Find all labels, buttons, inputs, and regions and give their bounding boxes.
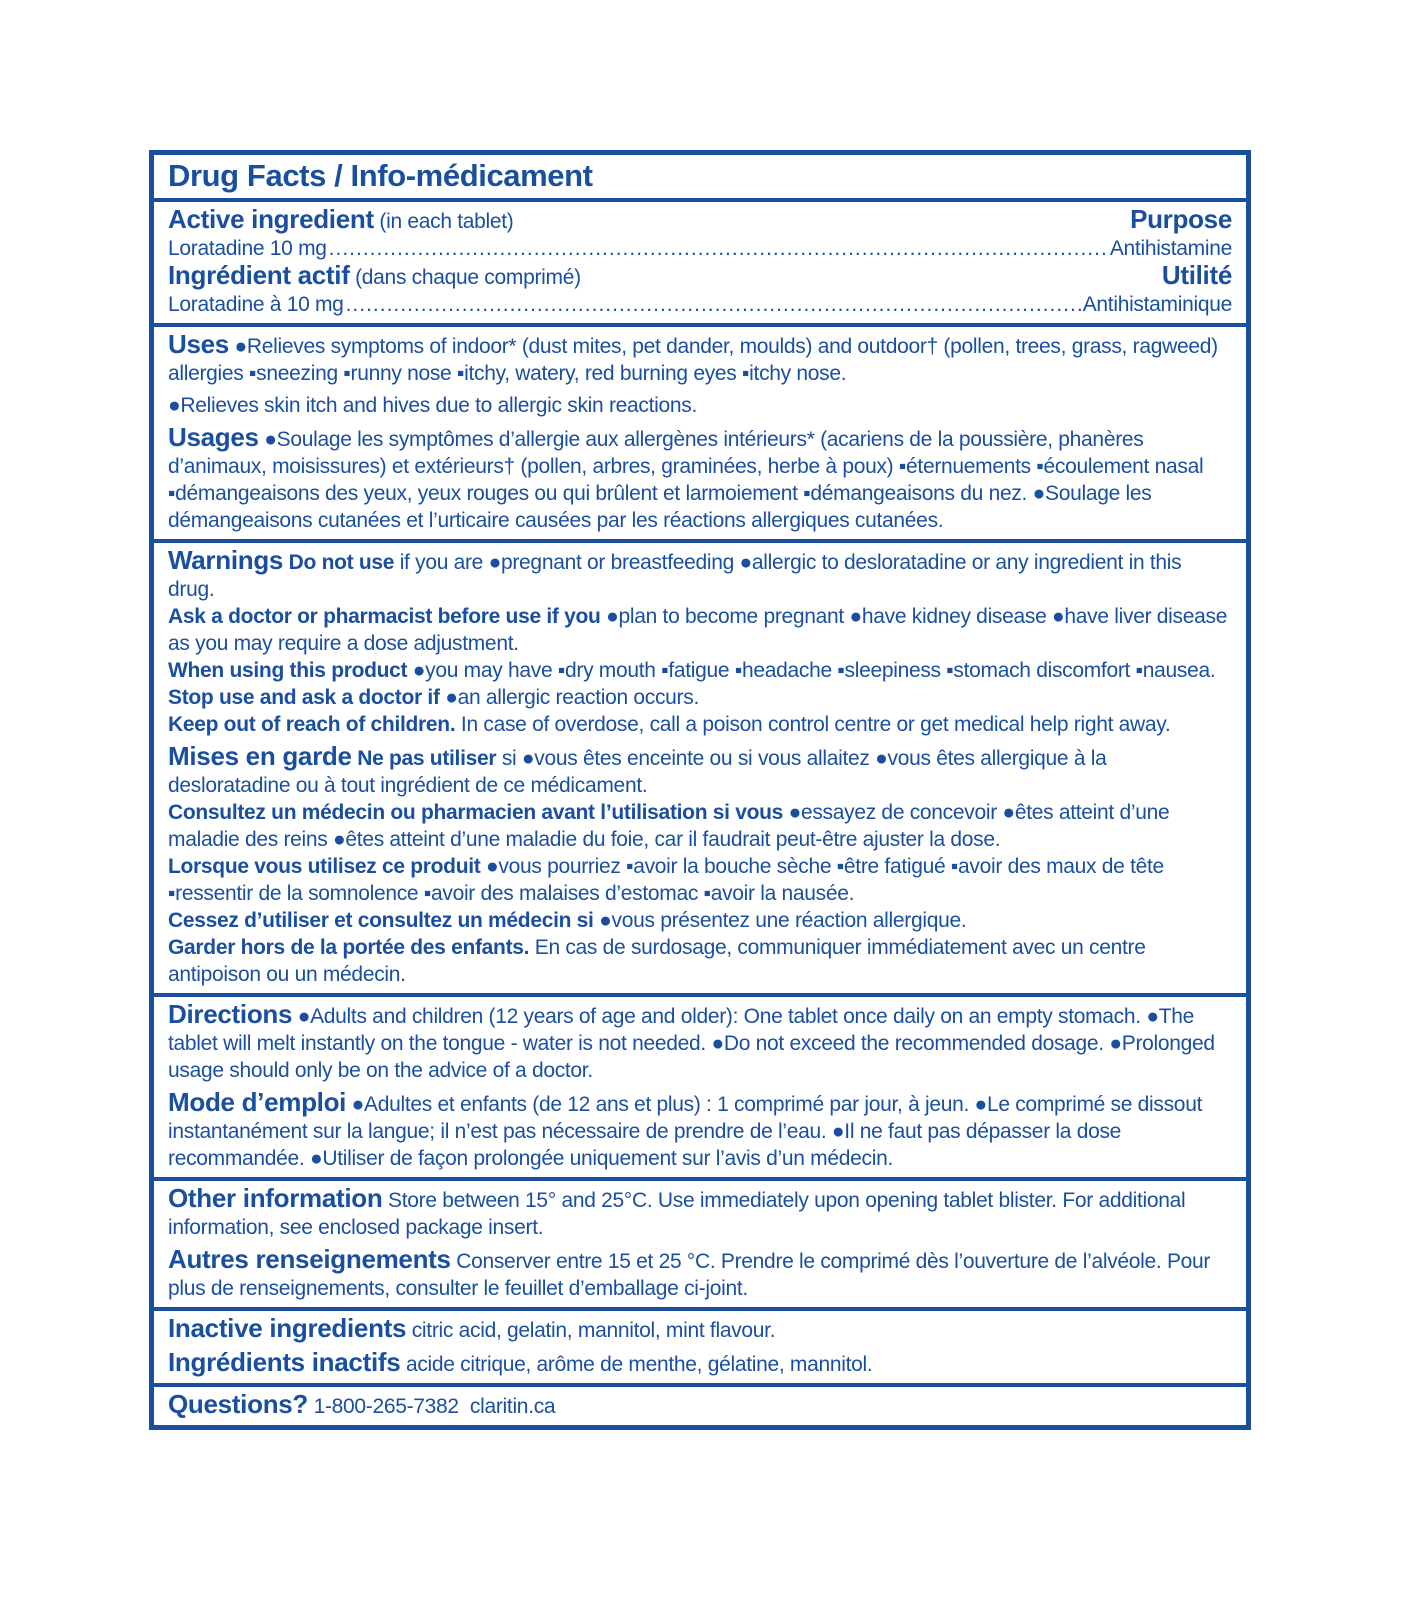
- active-ingredient-heading: Active ingredient: [168, 204, 374, 234]
- inactive-heading: Inactive ingredients: [168, 1313, 407, 1343]
- questions-heading: Questions?: [168, 1389, 309, 1419]
- other-information-section: [154, 1177, 1246, 1307]
- when-using-label-fr: Lorsque vous utilisez ce produit: [168, 855, 481, 878]
- inactive-text-fr: acide citrique, arôme de menthe, gélatine, mannitol.: [405, 1353, 873, 1376]
- other-fr: [168, 1246, 1232, 1302]
- ingredient-purpose-fr: Antihistaminique: [1082, 293, 1232, 316]
- warnings-fr-keep: [168, 934, 1232, 988]
- uses-text: ●Relieves symptoms of indoor* (dust mites, pet dander, moulds) and outdoor† (pollen, trees, grass, ragweed) allergies ▪sneezing ▪runny nose ▪itchy, watery, red burning eyes ▪itchy nose.: [168, 335, 1218, 385]
- active-ingredient-sub: (in each tablet): [379, 210, 514, 233]
- warnings-fr-ask: [168, 799, 1232, 853]
- keep-out-text: In case of overdose, call a poison control centre or get medical help right away.: [460, 713, 1171, 736]
- warnings-section: [154, 539, 1246, 993]
- keep-out-text-fr: En cas de surdosage, communiquer immédiatement avec un centre antipoison ou un médecin.: [168, 936, 1146, 986]
- other-en: [168, 1185, 1232, 1241]
- inactive-heading-fr: Ingrédients inactifs: [168, 1347, 401, 1377]
- stop-use-label: Stop use and ask a doctor if: [168, 686, 440, 709]
- drug-facts-panel: [149, 150, 1251, 1430]
- do-not-use-label-fr: Ne pas utiliser: [357, 747, 497, 770]
- do-not-use-label: Do not use: [288, 551, 395, 574]
- other-info-heading-fr: Autres renseignements: [168, 1244, 451, 1274]
- inactive-en: [168, 1315, 1232, 1344]
- warnings-stop: [168, 684, 1232, 711]
- uses-heading-fr: Usages: [168, 422, 259, 452]
- warnings-fr-dnu: [168, 743, 1232, 799]
- do-not-use-text-fr: si ●vous êtes enceinte ou si vous allaitez ●vous êtes allergique à la desloratadine ou à tout ingrédient de ce médicament.: [168, 747, 1107, 797]
- uses-fr: [168, 424, 1232, 534]
- directions-heading: Directions: [168, 999, 293, 1029]
- directions-section: [154, 993, 1246, 1177]
- questions-section: [154, 1383, 1246, 1425]
- active-ingredient-line-en: [168, 235, 1232, 262]
- inactive-text: citric acid, gelatin, mannitol, mint flavour.: [411, 1319, 776, 1342]
- when-using-text-fr: ●vous pourriez ▪avoir la bouche sèche ▪être fatigué ▪avoir des maux de tête ▪ressentir de la somnolence ▪avoir des malaises d’estomac ▪avoir la nausée.: [168, 855, 1164, 905]
- purpose-heading: Purpose: [1130, 204, 1232, 234]
- warnings-ask: [168, 603, 1232, 657]
- active-ingredient-header-en: [168, 206, 1232, 235]
- active-ingredient-section: [154, 198, 1246, 323]
- other-info-heading: Other information: [168, 1183, 383, 1213]
- keep-out-label: Keep out of reach of children.: [168, 713, 456, 736]
- warnings-fr-stop: [168, 907, 1232, 934]
- uses-text-fr: ●Soulage les symptômes d’allergie aux allergènes intérieurs* (acariens de la poussière, phanères d’animaux, moisissures) et extérieurs† (pollen, arbres, graminées, herbe à poux) ▪éternuements ▪écoulement nasal ▪démangeaisons des yeux, yeux rouges ou qui brûlent et larmoiement ▪démangeaisons du nez. ●Soulage les démangeaisons cutanées et l’urticaire causées par les réactions allergiques cutanées.: [168, 428, 1204, 532]
- directions-fr: [168, 1089, 1232, 1172]
- other-info-text-fr: Conserver entre 15 et 25 °C. Prendre le comprimé dès l’ouverture de l’alvéole. Pour plus de renseignements, consulter le feuillet d’emballage ci-joint.: [168, 1250, 1211, 1300]
- stop-use-text: ●an allergic reaction occurs.: [445, 686, 699, 709]
- page-title: Drug Facts / Info-médicament: [168, 158, 593, 193]
- purpose-heading-fr: Utilité: [1161, 260, 1232, 290]
- stop-use-label-fr: Cessez d’utiliser et consultez un médecin si: [168, 909, 594, 932]
- warnings-dnu: [168, 547, 1232, 603]
- when-using-text: ●you may have ▪dry mouth ▪fatigue ▪headache ▪sleepiness ▪stomach discomfort ▪nausea.: [412, 659, 1216, 682]
- uses-en: [168, 331, 1232, 387]
- dot-leader: [329, 235, 1108, 262]
- keep-out-label-fr: Garder hors de la portée des enfants.: [168, 936, 530, 959]
- website-link[interactable]: claritin.ca: [469, 1395, 556, 1418]
- questions-line: [168, 1391, 1232, 1420]
- inactive-ingredients-section: [154, 1307, 1246, 1383]
- other-info-text: Store between 15° and 25°C. Use immediately upon opening tablet blister. For additional information, see enclosed package insert.: [168, 1189, 1186, 1239]
- ask-doctor-label: Ask a doctor or pharmacist before use if you: [168, 605, 601, 628]
- stop-use-text-fr: ●vous présentez une réaction allergique.: [599, 909, 967, 932]
- do-not-use-text: if you are ●pregnant or breastfeeding ●allergic to desloratadine or any ingredient in this drug.: [168, 551, 1182, 601]
- ask-doctor-text-fr: ●essayez de concevoir ●êtes atteint d’une maladie des reins ●êtes atteint d’une maladie du foie, car il faudrait peut-être ajuster la dose.: [168, 801, 1170, 851]
- warnings-when: [168, 657, 1232, 684]
- warnings-keep: [168, 711, 1232, 738]
- title-section: [154, 155, 1246, 198]
- active-ingredient-heading-fr: Ingrédient actif: [168, 260, 350, 290]
- ingredient-name: Loratadine 10 mg: [168, 237, 327, 260]
- directions-text: ●Adults and children (12 years of age and older): One tablet once daily on an empty stomach. ●The tablet will melt instantly on the tongue - water is not needed. ●Do not exceed the recommended dosage. ●Prolonged usage should only be on the advice of a doctor.: [168, 1005, 1215, 1082]
- active-ingredient-header-fr: [168, 262, 1232, 291]
- phone-number-link[interactable]: 1-800-265-7382: [313, 1395, 459, 1418]
- dot-leader: [346, 291, 1081, 318]
- directions-heading-fr: Mode d’emploi: [168, 1087, 347, 1117]
- warnings-fr-when: [168, 853, 1232, 907]
- active-ingredient-sub-fr: (dans chaque comprimé): [355, 266, 581, 289]
- ingredient-name-fr: Loratadine à 10 mg: [168, 293, 344, 316]
- warnings-heading: Warnings: [168, 545, 284, 575]
- active-ingredient-line-fr: [168, 291, 1232, 318]
- when-using-label: When using this product: [168, 659, 408, 682]
- ingredient-purpose: Antihistamine: [1109, 237, 1232, 260]
- ask-doctor-label-fr: Consultez un médecin ou pharmacien avant l’utilisation si vous: [168, 801, 784, 824]
- directions-text-fr: ●Adultes et enfants (de 12 ans et plus) : 1 comprimé par jour, à jeun. ●Le comprimé se dissout instantanément sur la langue; il n’est pas nécessaire de prendre de l’eau. ●Il ne faut pas dépasser la dose recommandée. ●Utiliser de façon prolongée uniquement sur l’avis d’un médecin.: [168, 1093, 1203, 1170]
- ask-doctor-text: ●plan to become pregnant ●have kidney disease ●have liver disease as you may require a dose adjustment.: [168, 605, 1228, 655]
- uses-en-2: ●Relieves skin itch and hives due to allergic skin reactions.: [168, 394, 697, 417]
- uses-heading: Uses: [168, 329, 229, 359]
- uses-section: [154, 323, 1246, 539]
- directions-en: [168, 1001, 1232, 1084]
- inactive-fr: [168, 1349, 1232, 1378]
- warnings-heading-fr: Mises en garde: [168, 741, 352, 771]
